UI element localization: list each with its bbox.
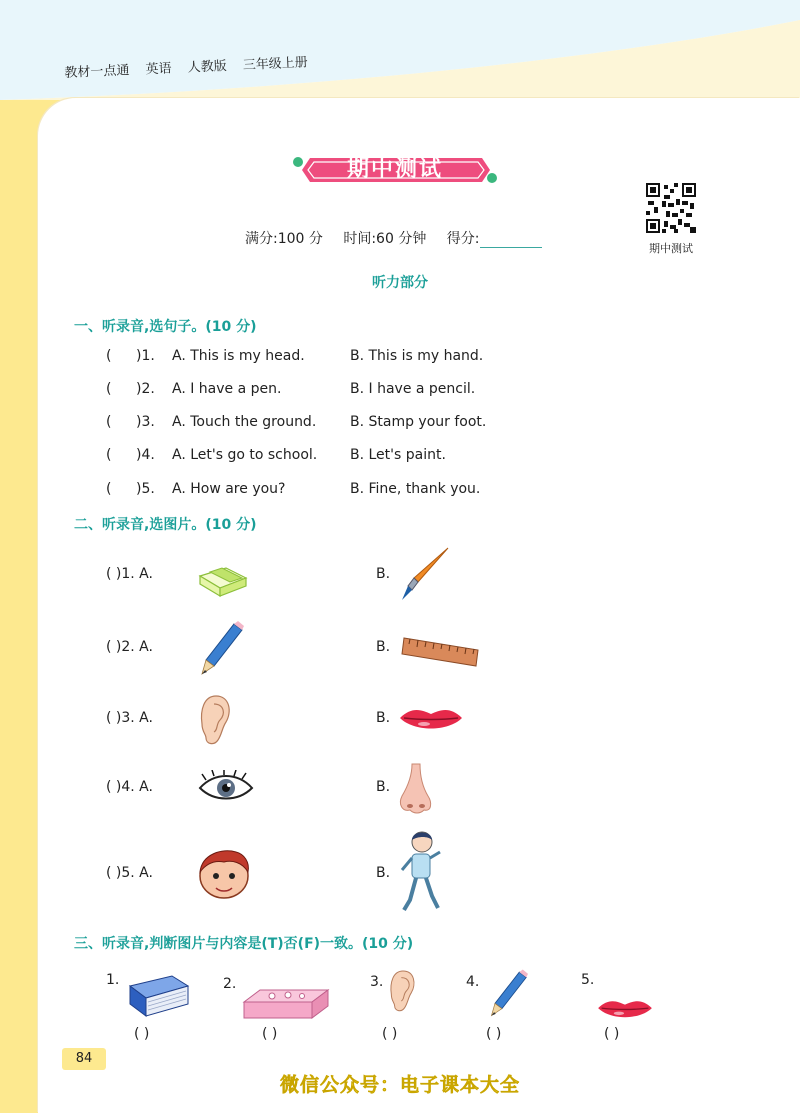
footer-watermark: 微信公众号：电子课本大全 — [279, 1074, 520, 1096]
answer-paren[interactable]: ( ) — [262, 1026, 278, 1042]
section3-number: 1. — [106, 972, 120, 988]
page-number: 84 — [62, 1048, 106, 1070]
section1-heading: 一、听录音,选句子。(10 分) — [74, 319, 257, 335]
section3-number: 4. — [466, 974, 480, 990]
item-number: )1. — [136, 348, 155, 364]
header-series: 教材一点通 — [64, 63, 130, 81]
item-number: )4. — [136, 447, 155, 463]
option-a: A. How are you? — [172, 481, 286, 497]
option-b: B. I have a pencil. — [350, 381, 476, 397]
score-label: 得分: — [446, 231, 480, 247]
section2-item-label: ( )5. A. — [106, 865, 153, 881]
section1-item — [106, 481, 480, 497]
score-blank[interactable] — [480, 235, 542, 248]
item-number: )3. — [136, 414, 155, 430]
header-grade: 三年级上册 — [242, 55, 309, 74]
section3-number: 2. — [223, 976, 237, 992]
pencil-box-icon — [240, 986, 330, 1022]
section1-item — [106, 381, 475, 397]
option-b-label: B. — [376, 710, 391, 726]
option-b: B. This is my hand. — [350, 348, 484, 364]
mouth-icon — [596, 996, 654, 1022]
section-subtitle: 听力部分 — [372, 275, 428, 291]
answer-paren[interactable]: ( ) — [134, 1026, 150, 1042]
time-limit: 时间:60 分钟 — [343, 231, 427, 247]
answer-paren[interactable]: ( ) — [486, 1026, 502, 1042]
option-a: A. I have a pen. — [172, 381, 282, 397]
section2-item-label: ( )2. A. — [106, 639, 153, 655]
ear-icon — [388, 968, 418, 1014]
qr-label: 期中测试 — [649, 242, 693, 255]
section2-item-label: ( )4. A. — [106, 779, 153, 795]
answer-paren[interactable]: ( ) — [382, 1026, 398, 1042]
qr-code[interactable] — [646, 183, 696, 233]
eye-icon — [196, 770, 256, 806]
header-subject: 英语 — [145, 61, 172, 78]
answer-open[interactable]: ( — [106, 481, 112, 497]
test-meta — [245, 228, 558, 248]
answer-open[interactable]: ( — [106, 348, 112, 364]
paintbrush-icon — [398, 546, 452, 602]
answer-paren[interactable]: ( ) — [604, 1026, 620, 1042]
option-b-label: B. — [376, 865, 391, 881]
section1-item — [106, 348, 483, 364]
pencil-icon — [198, 620, 244, 676]
section2-heading: 二、听录音,选图片。(10 分) — [74, 517, 257, 533]
answer-open[interactable]: ( — [106, 414, 112, 430]
section1-item — [106, 447, 446, 463]
answer-open[interactable]: ( — [106, 381, 112, 397]
mouth-icon — [398, 704, 464, 734]
option-b: B. Let's paint. — [350, 447, 446, 463]
option-b: B. Stamp your foot. — [350, 414, 487, 430]
option-b: B. Fine, thank you. — [350, 481, 481, 497]
option-a: A. Touch the ground. — [172, 414, 317, 430]
section1-item — [106, 414, 486, 430]
title-banner — [292, 152, 498, 188]
ruler-icon — [400, 628, 480, 668]
answer-open[interactable]: ( — [106, 447, 112, 463]
section2-item-label: ( )1. A. — [106, 566, 153, 582]
eraser-icon — [196, 554, 250, 598]
face-icon — [196, 848, 252, 900]
ear-icon — [198, 694, 234, 746]
page-title: 期中测试 — [346, 157, 443, 182]
section3-number: 5. — [581, 972, 595, 988]
section2-item-label: ( )3. A. — [106, 710, 153, 726]
boy-icon — [398, 830, 444, 916]
item-number: )5. — [136, 481, 155, 497]
section3-number: 3. — [370, 974, 384, 990]
pencil-icon — [488, 966, 528, 1020]
full-score: 满分:100 分 — [245, 231, 323, 247]
option-a: A. Let's go to school. — [172, 447, 318, 463]
item-number: )2. — [136, 381, 155, 397]
option-b-label: B. — [376, 639, 391, 655]
option-b-label: B. — [376, 566, 391, 582]
section3-heading: 三、听录音,判断图片与内容是(T)否(F)一致。(10 分) — [74, 936, 414, 952]
header-edition: 人教版 — [187, 58, 228, 76]
book-icon — [124, 972, 192, 1020]
nose-icon — [398, 762, 432, 814]
option-a: A. This is my head. — [172, 348, 305, 364]
option-b-label: B. — [376, 779, 391, 795]
